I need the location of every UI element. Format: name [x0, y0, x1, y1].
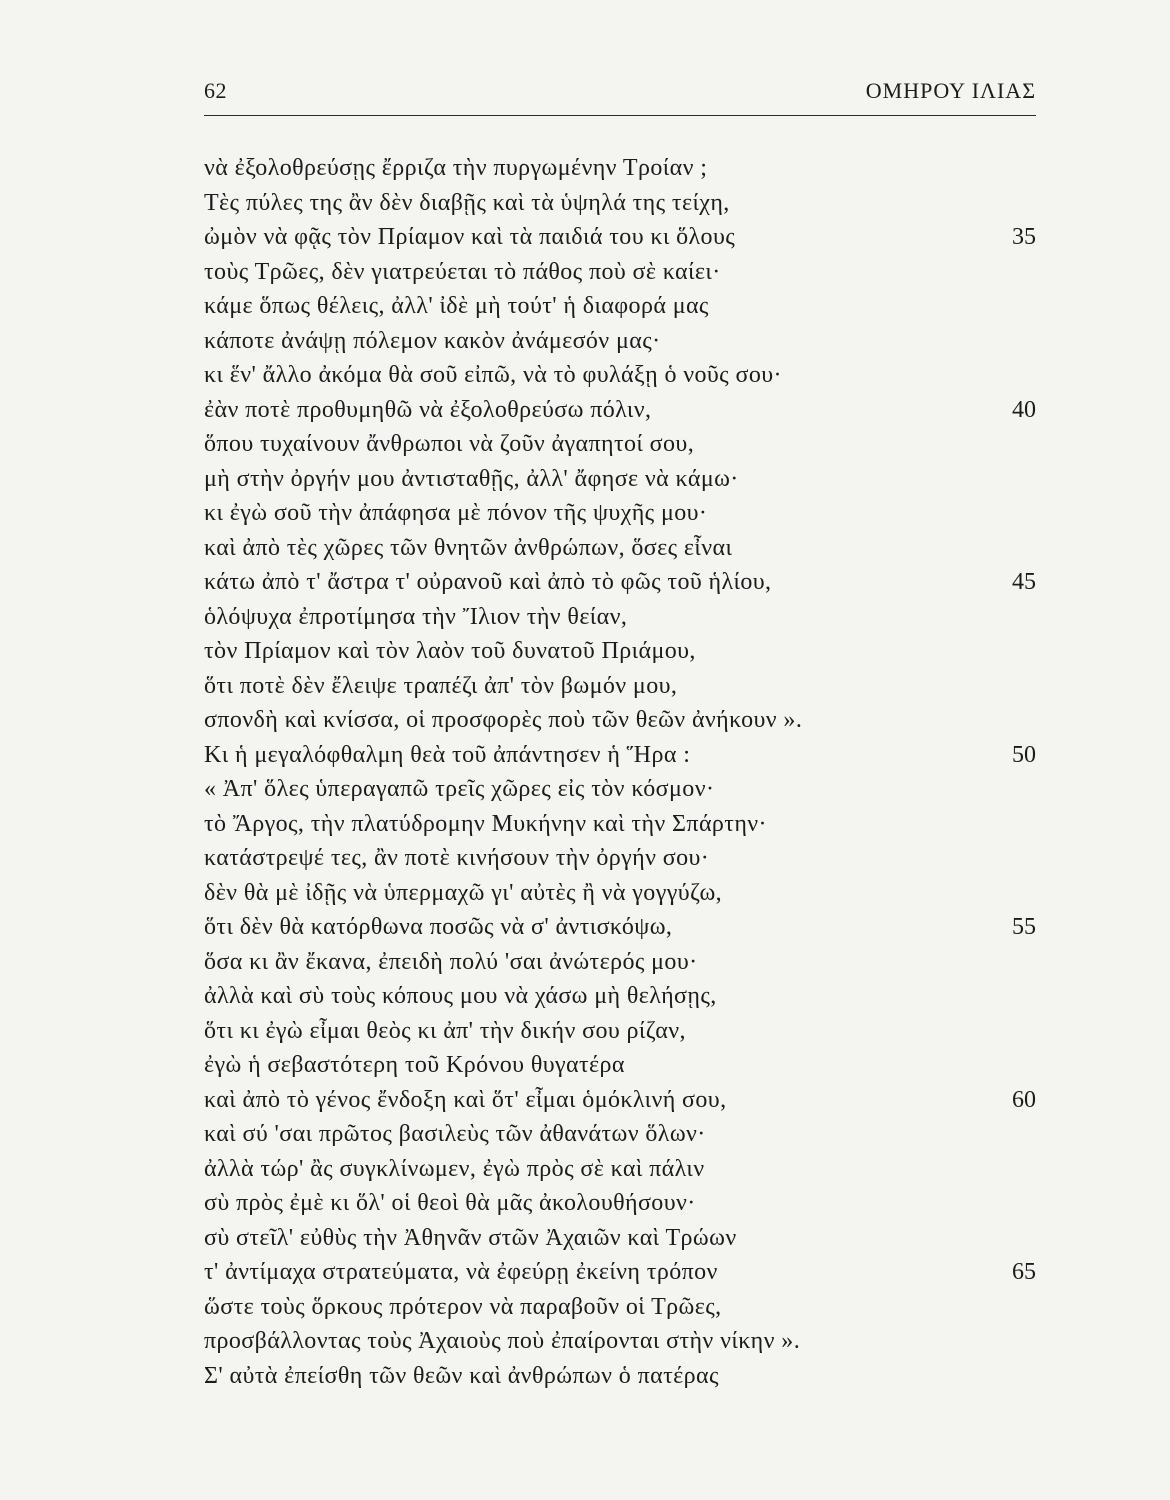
verse-text: κατάστρεψέ τες, ἂν ποτὲ κινήσουν τὴν ὀργήν σου·: [204, 845, 710, 871]
verse-list: [204, 151, 1036, 1393]
verse-text: σὺ πρὸς ἐμὲ κι ὅλ' οἱ θεοὶ θὰ μᾶς ἀκολουθήσουν·: [204, 1190, 696, 1216]
verse-text: « Ἀπ' ὅλες ὑπεραγαπῶ τρεῖς χῶρες εἰς τὸν κόσμον·: [204, 776, 715, 802]
verse-line: [204, 427, 1036, 462]
verse-text: καὶ σύ 'σαι πρῶτος βασιλεὺς τῶν ἀθανάτων ὅλων·: [204, 1121, 706, 1147]
line-number: 50: [1012, 741, 1036, 768]
verse-text: νὰ ἐξολοθρεύσῃς ἔρριζα τὴν πυργωμένην Τροίαν ;: [204, 155, 708, 181]
verse-line: [204, 1221, 1036, 1256]
verse-text: ἐὰν ποτὲ προθυμηθῶ νὰ ἐξολοθρεύσω πόλιν,: [204, 396, 652, 423]
page-header: [204, 78, 1036, 112]
verse-line: [204, 1324, 1036, 1359]
verse-line: [204, 772, 1036, 807]
verse-line: [204, 807, 1036, 842]
verse-line: [204, 634, 1036, 669]
verse-line: [204, 220, 1036, 255]
verse-text: σὺ στεῖλ' εὐθὺς τὴν Ἀθηνᾶν στῶν Ἀχαιῶν καὶ Τρώων: [204, 1224, 737, 1251]
verse-text: ὠμὸν νὰ φᾷς τὸν Πρίαμον καὶ τὰ παιδιά του κι ὅλους: [204, 224, 736, 250]
verse-text: μὴ στὴν ὀργήν μου ἀντισταθῇς, ἀλλ' ἄφησε νὰ κάμω·: [204, 465, 739, 492]
verse-line: [204, 1290, 1036, 1325]
line-number: 35: [1012, 224, 1036, 250]
verse-text: καὶ ἀπὸ τὲς χῶρες τῶν θνητῶν ἀνθρώπων, ὅσες εἶναι: [204, 534, 733, 561]
verse-text: ὁλόψυχα ἐπροτίμησα τὴν Ἴλιον τὴν θείαν,: [204, 603, 628, 630]
line-number: 60: [1012, 1086, 1036, 1113]
verse-text: κι ἕν' ἄλλο ἀκόμα θὰ σοῦ εἰπῶ, νὰ τὸ φυλάξῃ ὁ νοῦς σου·: [204, 362, 782, 388]
verse-line: [204, 1083, 1036, 1118]
verse-line: [204, 1117, 1036, 1152]
line-number: 40: [1012, 396, 1036, 423]
verse-line: [204, 1152, 1036, 1187]
verse-line: [204, 979, 1036, 1014]
verse-text: ὅτι δὲν θὰ κατόρθωνα ποσῶς νὰ σ' ἀντισκόψω,: [204, 914, 673, 940]
verse-text: κάτω ἀπὸ τ' ἄστρα τ' οὐρανοῦ καὶ ἀπὸ τὸ φῶς τοῦ ἡλίου,: [204, 569, 772, 595]
verse-line: [204, 1255, 1036, 1290]
verse-line: [204, 496, 1036, 531]
verse-text: ὅπου τυχαίνουν ἄνθρωποι νὰ ζοῦν ἀγαπητοί σου,: [204, 431, 695, 457]
verse-line: [204, 324, 1036, 359]
verse-line: [204, 1186, 1036, 1221]
verse-line: [204, 565, 1036, 600]
verse-line: [204, 876, 1036, 911]
verse-line: [204, 358, 1036, 393]
verse-text: τοὺς Τρῶες, δὲν γιατρεύεται τὸ πάθος ποὺ σὲ καίει·: [204, 258, 721, 285]
verse-line: [204, 255, 1036, 290]
header-rule: [204, 115, 1036, 116]
verse-text: τὸ Ἄργος, τὴν πλατύδρομην Μυκήνην καὶ τὴν Σπάρτην·: [204, 810, 767, 837]
verse-text: ἀλλὰ καὶ σὺ τοὺς κόπους μου νὰ χάσω μὴ θελήσῃς,: [204, 983, 717, 1009]
verse-text: ὅτι ποτὲ δὲν ἔλειψε τραπέζι ἀπ' τὸν βωμόν μου,: [204, 672, 678, 699]
verse-text: Σ' αὐτὰ ἐπείσθη τῶν θεῶν καὶ ἀνθρώπων ὁ πατέρας: [204, 1362, 719, 1389]
verse-text: ὅσα κι ἂν ἔκανα, ἐπειδὴ πολύ 'σαι ἀνώτερός μου·: [204, 948, 698, 975]
verse-text: ἀλλὰ τώρ' ἂς συγκλίνωμεν, ἐγὼ πρὸς σὲ καὶ πάλιν: [204, 1155, 705, 1182]
verse-text: ὥστε τοὺς ὅρκους πρότερον νὰ παραβοῦν οἱ Τρῶες,: [204, 1293, 722, 1320]
verse-text: τ' ἀντίμαχα στρατεύματα, νὰ ἐφεύρῃ ἐκείνη τρόπον: [204, 1259, 718, 1285]
verse-line: [204, 703, 1036, 738]
verse-line: [204, 393, 1036, 428]
line-number: 45: [1012, 569, 1036, 595]
verse-line: [204, 600, 1036, 635]
verse-text: τὸν Πρίαμον καὶ τὸν λαὸν τοῦ δυνατοῦ Πριάμου,: [204, 638, 696, 664]
verse-line: [204, 910, 1036, 945]
verse-line: [204, 1014, 1036, 1049]
verse-text: ὅτι κι ἐγὼ εἶμαι θεὸς κι ἀπ' τὴν δικήν σου ρίζαν,: [204, 1017, 686, 1044]
verse-line: [204, 186, 1036, 221]
verse-line: [204, 945, 1036, 980]
line-number: 55: [1012, 914, 1036, 940]
verse-line: [204, 841, 1036, 876]
verse-text: κάμε ὅπως θέλεις, ἀλλ' ἰδὲ μὴ τούτ' ἡ διαφορά μας: [204, 293, 709, 319]
verse-line: [204, 289, 1036, 324]
verse-line: [204, 151, 1036, 186]
verse-text: κι ἐγὼ σοῦ τὴν ἀπάφησα μὲ πόνον τῆς ψυχῆς μου·: [204, 500, 708, 526]
verse-text: δὲν θὰ μὲ ἰδῇς νὰ ὑπερμαχῶ γι' αὐτὲς ἢ νὰ γογγύζω,: [204, 879, 723, 906]
verse-text: καὶ ἀπὸ τὸ γένος ἔνδοξη καὶ ὅτ' εἶμαι ὁμόκλινή σου,: [204, 1086, 727, 1113]
verse-line: [204, 1359, 1036, 1394]
verse-line: [204, 669, 1036, 704]
verse-line: [204, 462, 1036, 497]
running-head: ΟΜΗΡΟΥ ΙΛΙΑΣ: [865, 78, 1036, 103]
verse-text: Τὲς πύλες της ἂν δὲν διαβῇς καὶ τὰ ὑψηλά της τείχη,: [204, 189, 730, 216]
verse-line: [204, 531, 1036, 566]
verse-text: Κι ἡ μεγαλόφθαλμη θεὰ τοῦ ἀπάντησεν ἡ Ἥρα :: [204, 741, 691, 768]
page-number: 62: [204, 78, 227, 103]
verse-text: ἐγὼ ἡ σεβαστότερη τοῦ Κρόνου θυγατέρα: [204, 1052, 625, 1078]
verse-text: προσβάλλοντας τοὺς Ἀχαιοὺς ποὺ ἐπαίρονται στὴν νίκην ».: [204, 1328, 801, 1354]
verse-text: κάποτε ἀνάψῃ πόλεμον κακὸν ἀνάμεσόν μας·: [204, 327, 661, 354]
line-number: 65: [1012, 1259, 1036, 1285]
verse-text: σπονδὴ καὶ κνίσσα, οἱ προσφορὲς ποὺ τῶν θεῶν ἀνήκουν ».: [204, 707, 803, 733]
verse-line: [204, 738, 1036, 773]
verse-line: [204, 1048, 1036, 1083]
